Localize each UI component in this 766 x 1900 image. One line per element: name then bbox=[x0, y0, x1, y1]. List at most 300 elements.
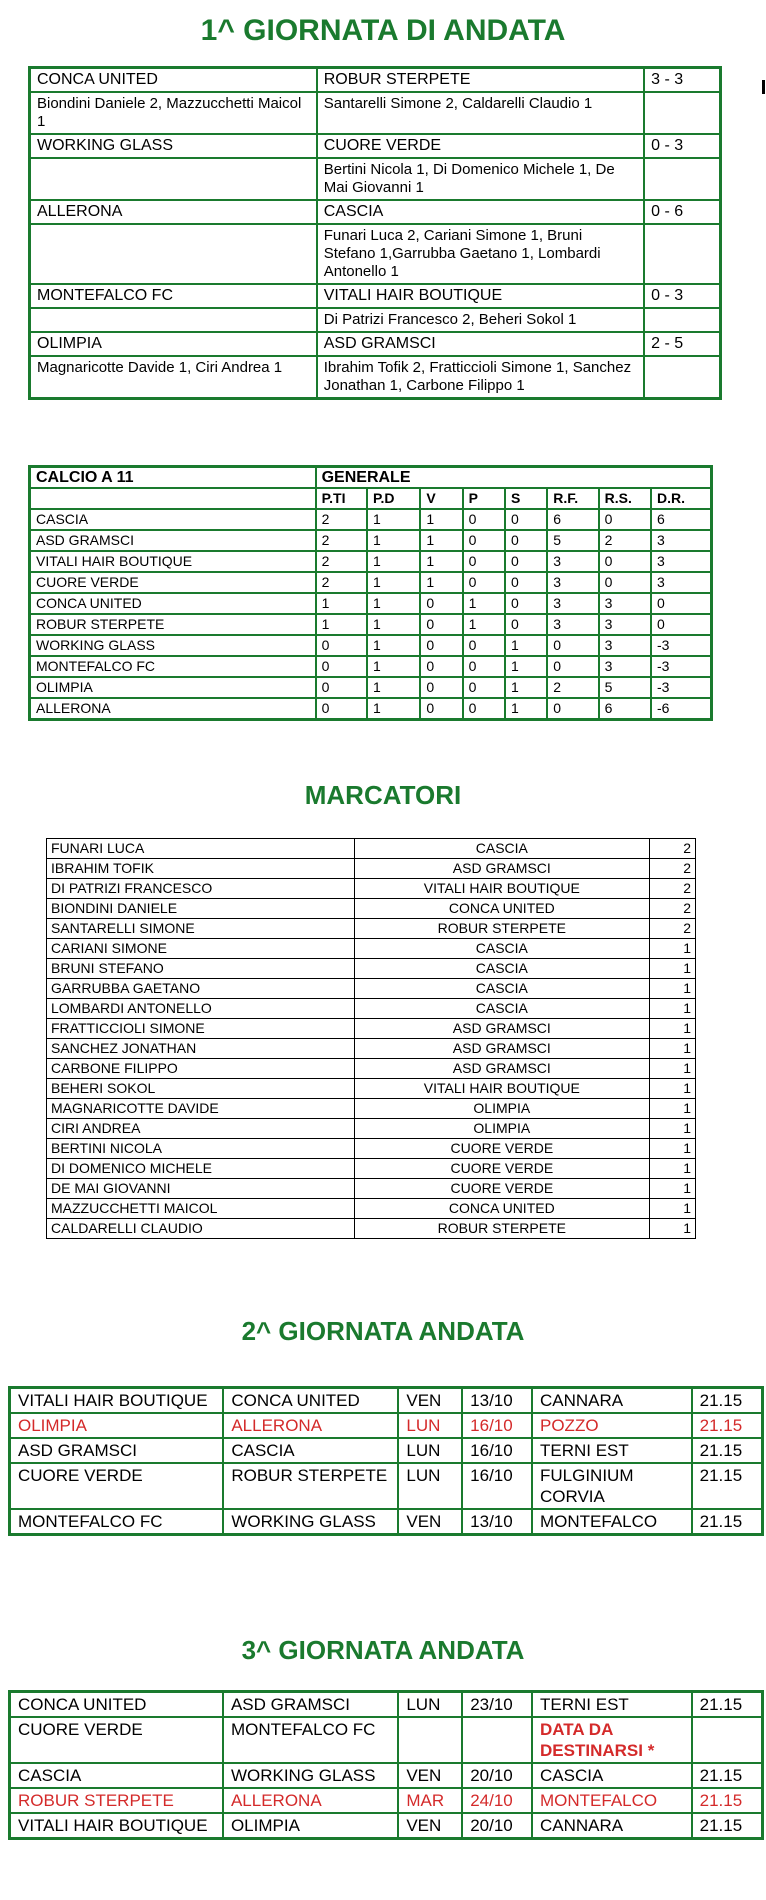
standings-row bbox=[30, 677, 712, 698]
stat-value: 1 bbox=[367, 593, 420, 614]
away-team: MONTEFALCO FC bbox=[223, 1717, 398, 1763]
away-scorers: Ibrahim Tofik 2, Fratticcioli Simone 1, Sanchez Jonathan 1, Carbone Filippo 1 bbox=[317, 356, 644, 399]
scorer-row bbox=[47, 1219, 696, 1239]
scorer-goals: 2 bbox=[650, 839, 696, 859]
round3-title: 3^ GIORNATA ANDATA bbox=[241, 1635, 525, 1665]
match-time: 21.15 bbox=[692, 1413, 763, 1438]
scorer-name: CARIANI SIMONE bbox=[47, 939, 355, 959]
edge-mark bbox=[762, 80, 765, 94]
scorer-name: CARBONE FILIPPO bbox=[47, 1059, 355, 1079]
scorer-name: FRATTICCIOLI SIMONE bbox=[47, 1019, 355, 1039]
stat-value: 0 bbox=[463, 677, 505, 698]
standings-group: GENERALE bbox=[316, 467, 712, 489]
match-venue: MONTEFALCO bbox=[532, 1788, 692, 1813]
scorer-name: BRUNI STEFANO bbox=[47, 959, 355, 979]
scorer-name: IBRAHIM TOFIK bbox=[47, 859, 355, 879]
away-scorers: Bertini Nicola 1, Di Domenico Michele 1, De Mai Giovanni 1 bbox=[317, 158, 644, 200]
home-team: VITALI HAIR BOUTIQUE bbox=[10, 1813, 223, 1839]
scorer-row bbox=[47, 959, 696, 979]
standings-table bbox=[28, 465, 713, 721]
home-scorers bbox=[30, 158, 317, 200]
scorers-row bbox=[30, 224, 721, 284]
home-team: MONTEFALCO FC bbox=[30, 284, 317, 308]
scorer-row bbox=[47, 879, 696, 899]
standings-row bbox=[30, 551, 712, 572]
home-team: CONCA UNITED bbox=[10, 1692, 223, 1718]
away-team: CASCIA bbox=[223, 1438, 398, 1463]
stat-value: 1 bbox=[367, 656, 420, 677]
match-time: 21.15 bbox=[692, 1463, 763, 1509]
stat-value: 0 bbox=[420, 656, 462, 677]
round3-fixtures-table bbox=[8, 1690, 764, 1840]
stat-value: 1 bbox=[505, 698, 547, 720]
empty-cell bbox=[30, 488, 316, 509]
stat-value: 2 bbox=[547, 677, 598, 698]
empty-cell bbox=[644, 356, 720, 399]
scorer-goals: 2 bbox=[650, 919, 696, 939]
stat-value: 2 bbox=[316, 530, 367, 551]
scorer-row bbox=[47, 1039, 696, 1059]
stat-value: 0 bbox=[505, 530, 547, 551]
scorer-name: DI DOMENICO MICHELE bbox=[47, 1159, 355, 1179]
scorer-name: BIONDINI DANIELE bbox=[47, 899, 355, 919]
team-name: CONCA UNITED bbox=[30, 593, 316, 614]
scorers-row bbox=[30, 92, 721, 134]
home-team: CONCA UNITED bbox=[30, 68, 317, 93]
team-name: OLIMPIA bbox=[30, 677, 316, 698]
stat-value: 0 bbox=[599, 572, 651, 593]
stat-value: 3 bbox=[547, 593, 598, 614]
match-day: LUN bbox=[398, 1463, 462, 1509]
scorer-goals: 1 bbox=[650, 959, 696, 979]
empty-cell bbox=[644, 224, 720, 284]
stat-value: 0 bbox=[463, 656, 505, 677]
match-time: 21.15 bbox=[692, 1763, 763, 1788]
stat-value: 1 bbox=[420, 530, 462, 551]
stat-value: 1 bbox=[420, 551, 462, 572]
away-team: ALLERONA bbox=[223, 1413, 398, 1438]
round2-title: 2^ GIORNATA ANDATA bbox=[241, 1316, 525, 1346]
away-scorers: Di Patrizi Francesco 2, Beheri Sokol 1 bbox=[317, 308, 644, 332]
stat-value: 3 bbox=[651, 572, 712, 593]
stat-value: 0 bbox=[651, 614, 712, 635]
team-name: ASD GRAMSCI bbox=[30, 530, 316, 551]
stat-value: 1 bbox=[367, 635, 420, 656]
scorer-team: CASCIA bbox=[354, 979, 650, 999]
match-time: 21.15 bbox=[692, 1509, 763, 1535]
away-scorers: Santarelli Simone 2, Caldarelli Claudio 1 bbox=[317, 92, 644, 134]
stat-value: 0 bbox=[463, 572, 505, 593]
away-team: CASCIA bbox=[317, 200, 644, 224]
team-name: VITALI HAIR BOUTIQUE bbox=[30, 551, 316, 572]
scorer-team: ASD GRAMSCI bbox=[354, 1039, 650, 1059]
match-day: MAR bbox=[398, 1788, 462, 1813]
home-team: ALLERONA bbox=[30, 200, 317, 224]
stat-value: 0 bbox=[463, 551, 505, 572]
match-date: 23/10 bbox=[462, 1692, 532, 1718]
stat-value: 6 bbox=[547, 509, 598, 530]
fixture-row bbox=[10, 1509, 763, 1535]
standings-row bbox=[30, 572, 712, 593]
match-date: 20/10 bbox=[462, 1763, 532, 1788]
scorer-row bbox=[47, 919, 696, 939]
match-date: 24/10 bbox=[462, 1788, 532, 1813]
scorer-goals: 1 bbox=[650, 1059, 696, 1079]
home-team: CASCIA bbox=[10, 1763, 223, 1788]
stat-value: 1 bbox=[367, 551, 420, 572]
match-date: 13/10 bbox=[462, 1388, 532, 1414]
home-team: CUORE VERDE bbox=[10, 1463, 224, 1509]
column-header: S bbox=[505, 488, 547, 509]
stat-value: 3 bbox=[547, 614, 598, 635]
stat-value: -6 bbox=[651, 698, 712, 720]
stat-value: 0 bbox=[463, 698, 505, 720]
match-day: LUN bbox=[398, 1438, 462, 1463]
column-header: R.F. bbox=[547, 488, 598, 509]
stat-value: 3 bbox=[599, 593, 651, 614]
scorer-goals: 2 bbox=[650, 899, 696, 919]
standings-row bbox=[30, 509, 712, 530]
away-team: ALLERONA bbox=[223, 1788, 398, 1813]
stat-value: 0 bbox=[505, 614, 547, 635]
scorer-name: SANCHEZ JONATHAN bbox=[47, 1039, 355, 1059]
match-score: 0 - 6 bbox=[644, 200, 720, 224]
scorer-team: ROBUR STERPETE bbox=[354, 919, 650, 939]
result-row bbox=[30, 284, 721, 308]
standings-row bbox=[30, 656, 712, 677]
column-header: P.D bbox=[367, 488, 420, 509]
stat-value: 1 bbox=[367, 509, 420, 530]
stat-value: 0 bbox=[463, 530, 505, 551]
scorers-row bbox=[30, 356, 721, 399]
fixture-row bbox=[10, 1763, 763, 1788]
match-time: 21.15 bbox=[692, 1438, 763, 1463]
home-team: WORKING GLASS bbox=[30, 134, 317, 158]
home-team: ROBUR STERPETE bbox=[10, 1788, 223, 1813]
scorers-title: MARCATORI bbox=[304, 780, 462, 810]
scorer-team: CUORE VERDE bbox=[354, 1139, 650, 1159]
match-score: 0 - 3 bbox=[644, 134, 720, 158]
match-date: 16/10 bbox=[462, 1413, 532, 1438]
stat-value: 6 bbox=[651, 509, 712, 530]
stat-value: 0 bbox=[316, 698, 367, 720]
away-team: ASD GRAMSCI bbox=[223, 1692, 398, 1718]
stat-value: 1 bbox=[367, 614, 420, 635]
scorer-row bbox=[47, 1079, 696, 1099]
scorer-name: MAGNARICOTTE DAVIDE bbox=[47, 1099, 355, 1119]
scorer-team: CUORE VERDE bbox=[354, 1159, 650, 1179]
stat-value: 1 bbox=[316, 593, 367, 614]
home-scorers bbox=[30, 308, 317, 332]
team-name: WORKING GLASS bbox=[30, 635, 316, 656]
scorer-row bbox=[47, 1119, 696, 1139]
stat-value: 5 bbox=[547, 530, 598, 551]
stat-value: 3 bbox=[651, 530, 712, 551]
match-venue: CANNARA bbox=[532, 1388, 692, 1414]
scorer-name: SANTARELLI SIMONE bbox=[47, 919, 355, 939]
home-team: OLIMPIA bbox=[10, 1413, 224, 1438]
match-day: LUN bbox=[398, 1692, 462, 1718]
stat-value: 2 bbox=[316, 572, 367, 593]
stat-value: 0 bbox=[651, 593, 712, 614]
match-date: 20/10 bbox=[462, 1813, 532, 1839]
column-header: V bbox=[420, 488, 462, 509]
stat-value: 1 bbox=[420, 509, 462, 530]
standings-row bbox=[30, 698, 712, 720]
stat-value: 1 bbox=[367, 572, 420, 593]
scorer-row bbox=[47, 1139, 696, 1159]
team-name: CUORE VERDE bbox=[30, 572, 316, 593]
scorer-row bbox=[47, 1199, 696, 1219]
result-row bbox=[30, 200, 721, 224]
scorers-row bbox=[30, 158, 721, 200]
stat-value: 0 bbox=[420, 593, 462, 614]
away-scorers: Funari Luca 2, Cariani Simone 1, Bruni Stefano 1,Garrubba Gaetano 1, Lombardi Antonello 1 bbox=[317, 224, 644, 284]
scorer-goals: 1 bbox=[650, 1159, 696, 1179]
match-time bbox=[692, 1717, 763, 1763]
away-team: WORKING GLASS bbox=[223, 1509, 398, 1535]
match-time: 21.15 bbox=[692, 1788, 763, 1813]
stat-value: 0 bbox=[547, 656, 598, 677]
scorer-goals: 1 bbox=[650, 999, 696, 1019]
scorer-team: CONCA UNITED bbox=[354, 1199, 650, 1219]
scorer-name: GARRUBBA GAETANO bbox=[47, 979, 355, 999]
home-team: ASD GRAMSCI bbox=[10, 1438, 224, 1463]
fixture-row bbox=[10, 1438, 763, 1463]
match-score: 3 - 3 bbox=[644, 68, 720, 93]
scorer-row bbox=[47, 999, 696, 1019]
match-venue: FULGINIUM CORVIA bbox=[532, 1463, 692, 1509]
scorers-table bbox=[46, 838, 696, 1239]
scorer-goals: 1 bbox=[650, 1099, 696, 1119]
match-day: VEN bbox=[398, 1388, 462, 1414]
standings-row bbox=[30, 614, 712, 635]
fixture-row bbox=[10, 1388, 763, 1414]
standings-label: CALCIO A 11 bbox=[30, 467, 316, 489]
match-date: 16/10 bbox=[462, 1438, 532, 1463]
away-team: WORKING GLASS bbox=[223, 1763, 398, 1788]
stat-value: -3 bbox=[651, 656, 712, 677]
stat-value: 1 bbox=[420, 572, 462, 593]
scorer-team: ASD GRAMSCI bbox=[354, 1059, 650, 1079]
scorer-row bbox=[47, 939, 696, 959]
scorer-team: OLIMPIA bbox=[354, 1099, 650, 1119]
empty-cell bbox=[644, 158, 720, 200]
match-venue: CANNARA bbox=[532, 1813, 692, 1839]
result-row bbox=[30, 134, 721, 158]
stat-value: 1 bbox=[505, 656, 547, 677]
stat-value: 0 bbox=[420, 698, 462, 720]
scorer-team: CUORE VERDE bbox=[354, 1179, 650, 1199]
away-team: CONCA UNITED bbox=[223, 1388, 398, 1414]
stat-value: 0 bbox=[420, 677, 462, 698]
fixture-row bbox=[10, 1788, 763, 1813]
scorer-row bbox=[47, 1059, 696, 1079]
scorer-row bbox=[47, 979, 696, 999]
match-venue: TERNI EST bbox=[532, 1438, 692, 1463]
match-score: 2 - 5 bbox=[644, 332, 720, 356]
team-name: ROBUR STERPETE bbox=[30, 614, 316, 635]
home-team: CUORE VERDE bbox=[10, 1717, 223, 1763]
stat-value: 3 bbox=[599, 656, 651, 677]
stat-value: 2 bbox=[599, 530, 651, 551]
stat-value: 0 bbox=[316, 635, 367, 656]
stat-value: 2 bbox=[316, 551, 367, 572]
stat-value: 0 bbox=[547, 698, 598, 720]
match-venue: MONTEFALCO bbox=[532, 1509, 692, 1535]
scorer-goals: 1 bbox=[650, 1179, 696, 1199]
match-venue: POZZO bbox=[532, 1413, 692, 1438]
scorer-team: CASCIA bbox=[354, 959, 650, 979]
stat-value: 1 bbox=[463, 614, 505, 635]
stat-value: 1 bbox=[367, 530, 420, 551]
standings-columns bbox=[30, 488, 712, 509]
away-team: OLIMPIA bbox=[223, 1813, 398, 1839]
home-scorers: Biondini Daniele 2, Mazzucchetti Maicol 1 bbox=[30, 92, 317, 134]
stat-value: 5 bbox=[599, 677, 651, 698]
stat-value: 0 bbox=[505, 593, 547, 614]
scorer-team: OLIMPIA bbox=[354, 1119, 650, 1139]
stat-value: 1 bbox=[463, 593, 505, 614]
stat-value: 0 bbox=[505, 551, 547, 572]
scorer-name: DI PATRIZI FRANCESCO bbox=[47, 879, 355, 899]
round2-fixtures-table bbox=[8, 1386, 764, 1536]
round1-results-table bbox=[28, 66, 722, 400]
home-team: MONTEFALCO FC bbox=[10, 1509, 224, 1535]
scorer-team: ROBUR STERPETE bbox=[354, 1219, 650, 1239]
scorer-goals: 1 bbox=[650, 1139, 696, 1159]
result-row bbox=[30, 332, 721, 356]
match-day: LUN bbox=[398, 1413, 462, 1438]
scorers-row bbox=[30, 308, 721, 332]
match-venue: TERNI EST bbox=[532, 1692, 692, 1718]
scorer-goals: 1 bbox=[650, 1219, 696, 1239]
team-name: MONTEFALCO FC bbox=[30, 656, 316, 677]
scorer-name: BEHERI SOKOL bbox=[47, 1079, 355, 1099]
standings-row bbox=[30, 593, 712, 614]
match-time: 21.15 bbox=[692, 1692, 763, 1718]
standings-row bbox=[30, 530, 712, 551]
stat-value: 3 bbox=[547, 572, 598, 593]
stat-value: 1 bbox=[367, 698, 420, 720]
scorer-row bbox=[47, 1159, 696, 1179]
scorer-goals: 1 bbox=[650, 1039, 696, 1059]
home-scorers: Magnaricotte Davide 1, Ciri Andrea 1 bbox=[30, 356, 317, 399]
scorer-goals: 1 bbox=[650, 1199, 696, 1219]
scorer-team: CASCIA bbox=[354, 939, 650, 959]
away-team: ASD GRAMSCI bbox=[317, 332, 644, 356]
scorer-row bbox=[47, 839, 696, 859]
scorer-team: ASD GRAMSCI bbox=[354, 1019, 650, 1039]
scorer-team: CONCA UNITED bbox=[354, 899, 650, 919]
standings-row bbox=[30, 635, 712, 656]
match-time: 21.15 bbox=[692, 1388, 763, 1414]
stat-value: -3 bbox=[651, 635, 712, 656]
stat-value: 3 bbox=[651, 551, 712, 572]
stat-value: 0 bbox=[505, 509, 547, 530]
match-time: 21.15 bbox=[692, 1813, 763, 1839]
home-team: OLIMPIA bbox=[30, 332, 317, 356]
standings-header bbox=[30, 467, 712, 489]
stat-value: 0 bbox=[463, 509, 505, 530]
fixture-row bbox=[10, 1463, 763, 1509]
fixture-row bbox=[10, 1413, 763, 1438]
away-team: CUORE VERDE bbox=[317, 134, 644, 158]
result-row bbox=[30, 68, 721, 93]
scorer-row bbox=[47, 1019, 696, 1039]
scorer-team: CASCIA bbox=[354, 839, 650, 859]
stat-value: 1 bbox=[367, 677, 420, 698]
stat-value: 3 bbox=[547, 551, 598, 572]
stat-value: 0 bbox=[505, 572, 547, 593]
scorer-team: VITALI HAIR BOUTIQUE bbox=[354, 879, 650, 899]
match-date: 16/10 bbox=[462, 1463, 532, 1509]
stat-value: 0 bbox=[463, 635, 505, 656]
empty-cell bbox=[644, 308, 720, 332]
column-header: P.TI bbox=[316, 488, 367, 509]
scorer-row bbox=[47, 899, 696, 919]
scorer-name: BERTINI NICOLA bbox=[47, 1139, 355, 1159]
column-header: P bbox=[463, 488, 505, 509]
match-venue: DATA DA DESTINARSI * bbox=[532, 1717, 692, 1763]
scorer-row bbox=[47, 859, 696, 879]
round1-title: 1^ GIORNATA DI ANDATA bbox=[200, 14, 566, 47]
stat-value: 0 bbox=[420, 635, 462, 656]
match-day: VEN bbox=[398, 1763, 462, 1788]
fixture-row bbox=[10, 1692, 763, 1718]
away-team: ROBUR STERPETE bbox=[223, 1463, 398, 1509]
fixture-row bbox=[10, 1813, 763, 1839]
stat-value: 1 bbox=[505, 677, 547, 698]
column-header: R.S. bbox=[599, 488, 651, 509]
stat-value: 3 bbox=[599, 614, 651, 635]
fixture-row bbox=[10, 1717, 763, 1763]
scorer-goals: 1 bbox=[650, 1019, 696, 1039]
scorer-name: FUNARI LUCA bbox=[47, 839, 355, 859]
stat-value: 0 bbox=[420, 614, 462, 635]
team-name: ALLERONA bbox=[30, 698, 316, 720]
match-date: 13/10 bbox=[462, 1509, 532, 1535]
empty-cell bbox=[644, 92, 720, 134]
match-day: VEN bbox=[398, 1509, 462, 1535]
match-date bbox=[462, 1717, 532, 1763]
away-team: ROBUR STERPETE bbox=[317, 68, 644, 93]
stat-value: 0 bbox=[599, 551, 651, 572]
stat-value: 0 bbox=[547, 635, 598, 656]
scorer-goals: 1 bbox=[650, 979, 696, 999]
team-name: CASCIA bbox=[30, 509, 316, 530]
scorer-team: ASD GRAMSCI bbox=[354, 859, 650, 879]
stat-value: 1 bbox=[505, 635, 547, 656]
scorer-goals: 2 bbox=[650, 879, 696, 899]
match-day bbox=[398, 1717, 462, 1763]
scorer-goals: 1 bbox=[650, 939, 696, 959]
scorer-row bbox=[47, 1179, 696, 1199]
scorer-name: DE MAI GIOVANNI bbox=[47, 1179, 355, 1199]
scorer-row bbox=[47, 1099, 696, 1119]
stat-value: 1 bbox=[316, 614, 367, 635]
scorer-goals: 1 bbox=[650, 1119, 696, 1139]
column-header: D.R. bbox=[651, 488, 712, 509]
scorer-name: CIRI ANDREA bbox=[47, 1119, 355, 1139]
match-day: VEN bbox=[398, 1813, 462, 1839]
stat-value: -3 bbox=[651, 677, 712, 698]
scorer-goals: 2 bbox=[650, 859, 696, 879]
home-team: VITALI HAIR BOUTIQUE bbox=[10, 1388, 224, 1414]
scorer-team: VITALI HAIR BOUTIQUE bbox=[354, 1079, 650, 1099]
stat-value: 2 bbox=[316, 509, 367, 530]
match-venue: CASCIA bbox=[532, 1763, 692, 1788]
